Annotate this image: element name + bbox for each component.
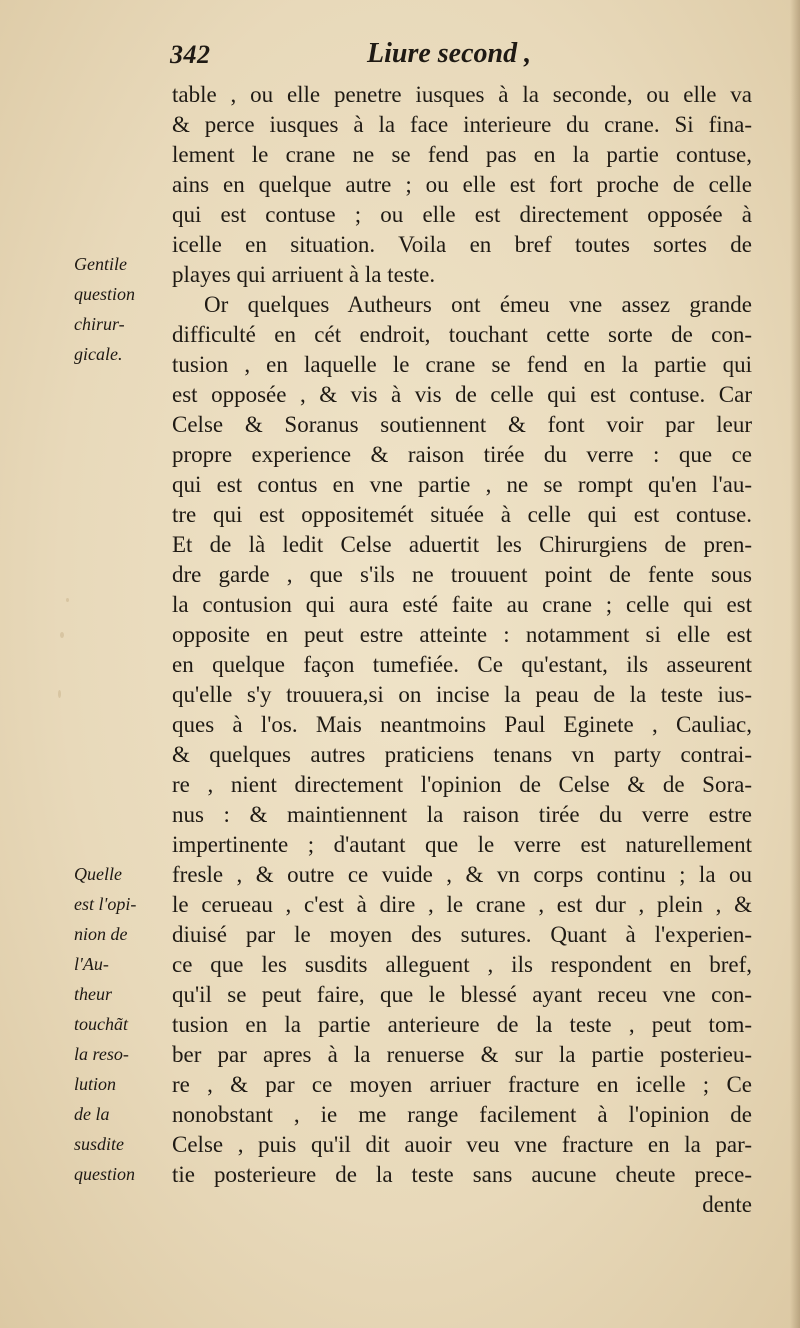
body-line: & quelques autres praticiens tenans vn party contrai- xyxy=(172,742,752,767)
body-line: dre garde , que s'ils ne trouuent point de fente sous xyxy=(172,562,752,587)
margin-note-line: theur xyxy=(74,984,112,1004)
body-line: playes qui arriuent à la teste. xyxy=(172,262,436,287)
body-line: la contusion qui aura esté faite au crane ; celle qui est xyxy=(172,592,752,617)
body-line: impertinente ; d'autant que le verre est naturellement xyxy=(172,832,752,857)
body-line: en quelque façon tumefiée. Ce qu'estant, ils asseurent xyxy=(172,652,752,677)
margin-note-line: l'Au- xyxy=(74,954,109,974)
body-line: diuisé par le moyen des sutures. Quant à l'experien- xyxy=(172,922,752,947)
body-line: Et de là ledit Celse aduertit les Chirurgiens de pren- xyxy=(172,532,752,557)
margin-note-line: est l'opi- xyxy=(74,894,137,914)
body-line: tusion , en laquelle le crane se fend en la partie qui xyxy=(172,352,752,377)
body-line: Celse & Soranus soutiennent & font voir par leur xyxy=(172,412,752,437)
margin-note-line: la reso- xyxy=(74,1044,129,1064)
body-line: fresle , & outre ce vuide , & vn corps continu ; la ou xyxy=(172,862,752,887)
body-line: tusion en la partie anterieure de la teste , peut tom- xyxy=(172,1012,752,1037)
body-line: qu'elle s'y trouuera,si on incise la peau de la teste ius- xyxy=(172,682,752,707)
body-line: nonobstant , ie me range facilement à l'opinion de xyxy=(172,1102,752,1127)
margin-note-line: question xyxy=(74,284,135,304)
body-line: Or quelques Autheurs ont émeu vne assez grande xyxy=(204,292,752,317)
body-line: qui est contus en vne partie , ne se rompt qu'en l'au- xyxy=(172,472,752,497)
body-line: tre qui est oppositemét située à celle qui est contuse. xyxy=(172,502,752,527)
body-line: re , nient directement l'opinion de Celse & de Sora- xyxy=(172,772,752,797)
body-line: nus : & maintiennent la raison tirée du verre estre xyxy=(172,802,752,827)
margin-note-line: chirur- xyxy=(74,314,125,334)
page-number: 342 xyxy=(170,40,211,69)
body-line: difficulté en cét endroit, touchant cette sorte de con- xyxy=(172,322,752,347)
body-line: qu'il se peut faire, que le blessé ayant receu vne con- xyxy=(172,982,752,1007)
body-line: est opposée , & vis à vis de celle qui est contuse. Car xyxy=(172,382,752,407)
margin-note-line: touchãt xyxy=(74,1014,128,1034)
margin-note-line: Quelle xyxy=(74,864,122,884)
body-line: ains en quelque autre ; ou elle est fort proche de celle xyxy=(172,172,752,197)
body-line: le cerueau , c'est à dire , le crane , est dur , plein , & xyxy=(172,892,752,917)
page-edge-shadow xyxy=(790,0,800,1328)
margin-note-line: susdite xyxy=(74,1134,125,1154)
paper-blemish xyxy=(60,632,64,638)
body-line: qui est contuse ; ou elle est directement opposée à xyxy=(172,202,752,227)
running-title: Liure second , xyxy=(367,38,532,69)
margin-note-line: gicale. xyxy=(74,344,123,364)
paper-blemish xyxy=(66,598,69,602)
margin-note-line: Gentile xyxy=(74,254,127,274)
margin-note-line: lution xyxy=(74,1074,117,1094)
body-line: table , ou elle penetre iusques à la seconde, ou elle va xyxy=(172,82,752,107)
body-line: icelle en situation. Voila en bref toutes sortes de xyxy=(172,232,752,257)
body-line: ber par apres à la renuerse & sur la partie posterieu- xyxy=(172,1042,752,1067)
body-line: Celse , puis qu'il dit auoir veu vne fracture en la par- xyxy=(172,1132,752,1157)
body-line: re , & par ce moyen arriuer fracture en icelle ; Ce xyxy=(172,1072,752,1097)
body-line: lement le crane ne se fend pas en la partie contuse, xyxy=(172,142,752,167)
margin-note-line: de la xyxy=(74,1104,110,1124)
margin-note-line: nion de xyxy=(74,924,128,944)
body-line: tie posterieure de la teste sans aucune cheute prece- xyxy=(172,1162,752,1187)
margin-note-line: question xyxy=(74,1164,135,1184)
body-line: ce que les susdits alleguent , ils respondent en bref, xyxy=(172,952,752,977)
body-line: & perce iusques à la face interieure du crane. Si fina- xyxy=(172,112,752,137)
paper-blemish xyxy=(58,690,61,698)
catchword: dente xyxy=(702,1192,752,1217)
body-line: opposite en peut estre atteinte : notamment si elle est xyxy=(172,622,752,647)
page-header xyxy=(170,38,590,78)
body-line: propre experience & raison tirée du verre : que ce xyxy=(172,442,752,467)
body-line: ques à l'os. Mais neantmoins Paul Eginete , Cauliac, xyxy=(172,712,752,737)
